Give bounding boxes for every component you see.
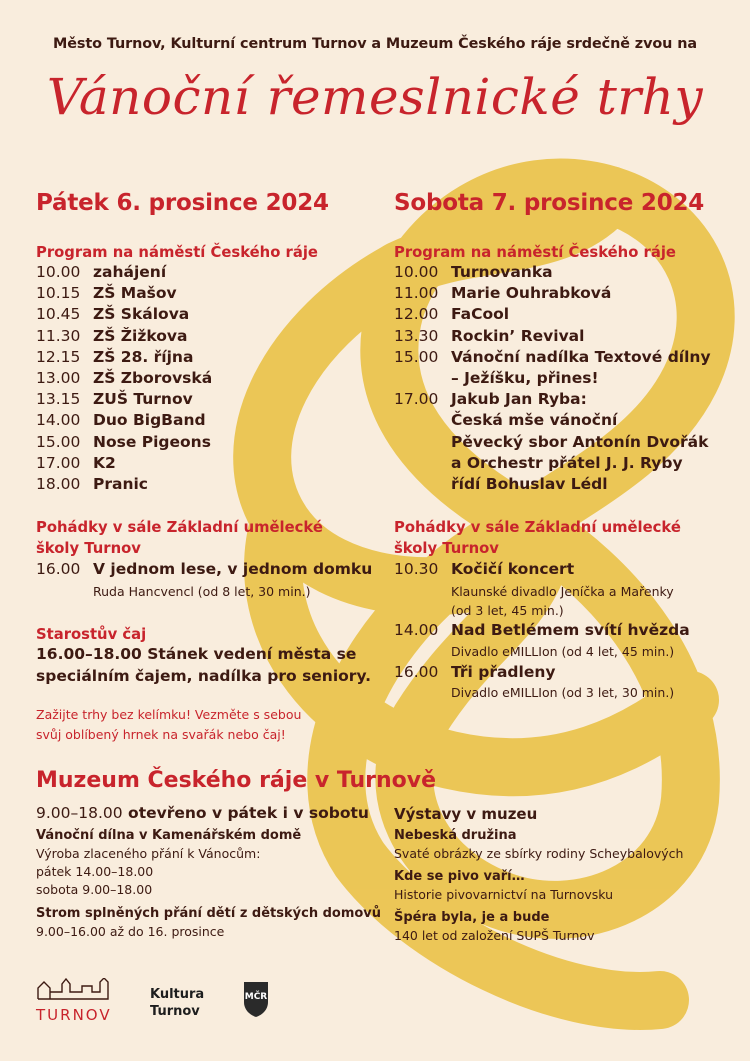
museum-shield-icon bbox=[242, 980, 270, 1018]
list-item: Špéra byla, je a bude 140 let od založení SUPŠ Turnov bbox=[394, 910, 595, 943]
exhibitions-heading: Výstavy v muzeu bbox=[394, 805, 538, 823]
list-item: 12.15 ZŠ 28. října bbox=[36, 347, 194, 366]
saturday-fairy-item: 10.30 Kočičí koncert bbox=[394, 560, 575, 578]
list-item: 18.00 Pranic bbox=[36, 475, 148, 494]
list-item: 10.45 ZŠ Skálova bbox=[36, 305, 190, 324]
page-title: Vánoční řemeslnické trhy bbox=[46, 68, 704, 126]
list-item: 11.00 Marie Ouhrabková bbox=[394, 284, 612, 303]
list-item: 14.00 Duo BigBand bbox=[36, 411, 206, 430]
tree-title: Strom splněných přání dětí z dětských domovů bbox=[36, 906, 382, 921]
turnov-logo: TURNOV bbox=[36, 978, 114, 1024]
tea-text: 16.00–18.00 Stánek vedení města se speciálním čajem, nadílka pro seniory. bbox=[36, 645, 372, 685]
friday-fairy-sub: Ruda Hancvencl (od 8 let, 30 min.) bbox=[93, 584, 311, 599]
cup-note: Zažijte trhy bez kelímku! Vezměte s sebou svůj oblíbený hrnek na svařák nebo čaj! bbox=[36, 707, 302, 742]
saturday-fairy-sub: Divadlo eMILLIon (od 3 let, 30 min.) bbox=[451, 685, 675, 700]
list-item: 10.15 ZŠ Mašov bbox=[36, 284, 177, 303]
svg-text:MČR: MČR bbox=[244, 992, 268, 1002]
friday-program-list bbox=[36, 262, 212, 495]
saturday-program-list bbox=[394, 262, 711, 495]
saturday-fairy-sub: Divadlo eMILLIon (od 4 let, 45 min.) bbox=[451, 644, 675, 659]
saturday-fairy-heading: Pohádky v sále Základní umělecké školy Turnov bbox=[394, 519, 681, 557]
museum-heading: Muzeum Českého ráje v Turnově bbox=[36, 768, 437, 793]
list-item: 12.00 FaCool bbox=[394, 305, 510, 324]
exhibitions-list bbox=[394, 826, 683, 945]
list-item: 13.00 ZŠ Zborovská bbox=[36, 369, 213, 388]
friday-date: Pátek 6. prosince 2024 bbox=[36, 190, 329, 216]
kultura-turnov-logo: Kultura Turnov bbox=[150, 987, 205, 1019]
list-item: 15.00 Nose Pigeons bbox=[36, 432, 211, 451]
museum-left-info: Vánoční dílna v Kamenářském domě Výroba zlaceného přání k Vánocům: pátek 14.00–18.00 sobota 9.00–18.00 Strom splněných přání dětí z dětských domovů 9.00–16.00 až do 16. prosince bbox=[36, 828, 382, 939]
friday-program-heading: Program na náměstí Českého ráje bbox=[36, 244, 318, 261]
saturday-program-heading: Program na náměstí Českého ráje bbox=[394, 244, 676, 261]
friday-fairy-heading: Pohádky v sále Základní umělecké školy Turnov bbox=[36, 519, 323, 557]
list-item: Kde se pivo vaří… Historie pivovarnictví na Turnovsku bbox=[394, 869, 614, 902]
town-skyline-icon bbox=[36, 978, 114, 1000]
tea-heading: Starostův čaj bbox=[36, 626, 147, 643]
workshop-title: Vánoční dílna v Kamenářském domě bbox=[36, 828, 302, 843]
list-item: Nebeská družina Svaté obrázky ze sbírky rodiny Scheybalových bbox=[394, 828, 684, 861]
museum-hours: 9.00–18.00 otevřeno v pátek i v sobotu bbox=[36, 804, 369, 822]
list-item: 13.30 Rockin’ Revival bbox=[394, 326, 585, 345]
friday-fairy-item: 16.00 V jednom lese, v jednom domku bbox=[36, 560, 373, 578]
saturday-fairy-item: 16.00 Tři přadleny bbox=[394, 663, 556, 681]
saturday-fairy-sub: Klaunské divadlo Jeníčka a Mařenky (od 3 let, 45 min.) bbox=[451, 584, 674, 618]
list-item: 17.00 Jakub Jan Ryba: Česká mše vánoční Pěvecký sbor Antonín Dvořák a Orchestr přátel J. J. Ryby řídí Bohuslav Lédl bbox=[394, 390, 709, 494]
list-item: 13.15 ZUŠ Turnov bbox=[36, 390, 193, 409]
museum-logo bbox=[242, 980, 270, 1022]
saturday-date: Sobota 7. prosince 2024 bbox=[394, 190, 705, 216]
list-item: 15.00 Vánoční nadílka Textové dílny – Ježíšku, přines! bbox=[394, 347, 711, 388]
intro-text: Město Turnov, Kulturní centrum Turnov a Muzeum Českého ráje srdečně zvou na bbox=[53, 36, 697, 52]
list-item: 11.30 ZŠ Žižkova bbox=[36, 326, 188, 345]
list-item: 17.00 K2 bbox=[36, 453, 116, 472]
list-item: 10.00 zahájení bbox=[36, 263, 167, 281]
list-item: 10.00 Turnovanka bbox=[394, 263, 553, 281]
saturday-fairy-item: 14.00 Nad Betlémem svítí hvězda bbox=[394, 621, 690, 639]
